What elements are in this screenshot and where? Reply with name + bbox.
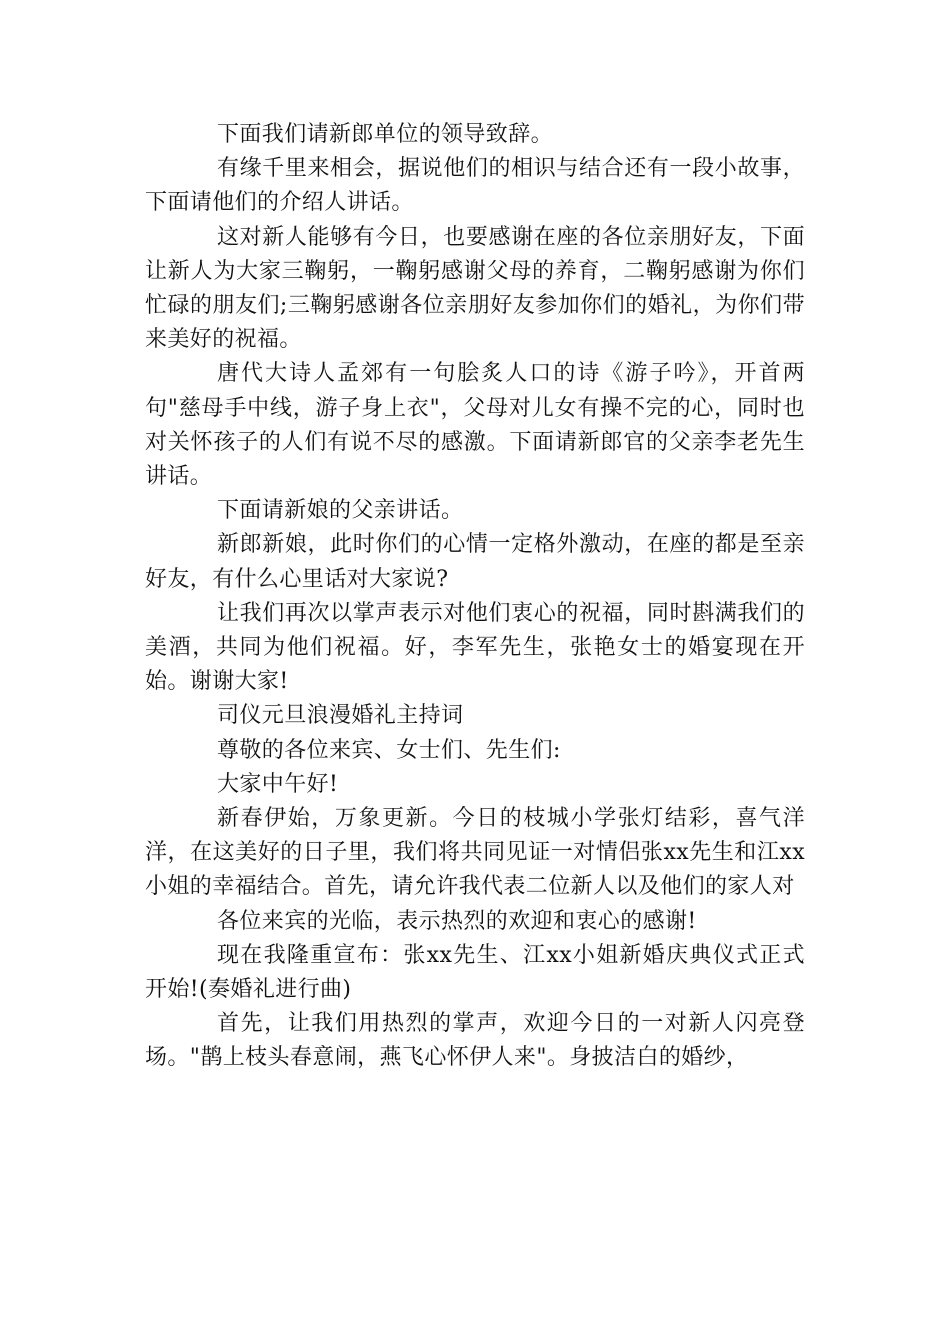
- paragraph-leader-speech: 下面我们请新郎单位的领导致辞。: [217, 122, 554, 147]
- paragraph-welcome-guests: 各位来宾的光临，表示热烈的欢迎和衷心的感谢!: [217, 908, 697, 934]
- paragraph-banquet-start: 让我们再次以掌声表示对他们衷心的祝福，同时斟满我们的美酒，共同为他们祝福。好，李军先生，张艳女士的婚宴现在开始。谢谢大家!: [145, 600, 805, 695]
- paragraph-salutation: 尊敬的各位来宾、女士们、先生们:: [217, 737, 561, 763]
- paragraph-couple-entrance: 首先，让我们用热烈的掌声，欢迎今日的一对新人闪亮登场。"鹊上枝头春意闹，燕飞心怀伊人来"。身披洁白的婚纱，: [145, 1011, 805, 1071]
- paragraph-greeting: 大家中午好!: [217, 771, 339, 797]
- paragraph-bride-father-speech: 下面请新娘的父亲讲话。: [217, 498, 464, 524]
- section-title: 司仪元旦浪漫婚礼主持词: [217, 703, 464, 729]
- paragraph-poem-father-speech: 唐代大诗人孟郊有一句脍炙人口的诗《游子吟》，开首两句"慈母手中线，游子身上衣"，父母对儿女有操不完的心，同时也对关怀孩子的人们有说不尽的感激。下面请新郎官的父亲李老先生讲话。: [145, 361, 805, 490]
- paragraph-three-bows: 这对新人能够有今日，也要感谢在座的各位亲朋好友，下面让新人为大家三鞠躬，一鞠躬感谢父母的养育，二鞠躬感谢为你们忙碌的朋友们;三鞠躬感谢各位亲朋好友参加你们的婚礼，为你们带来美好的祝福。: [145, 224, 805, 353]
- document-body: [145, 118, 805, 1076]
- paragraph-new-spring: 新春伊始，万象更新。今日的枝城小学张灯结彩，喜气洋洋，在这美好的日子里，我们将共同见证一对情侣张xx先生和江xx小姐的幸福结合。首先，请允许我代表二位新人以及他们的家人对: [145, 806, 805, 900]
- paragraph-couple-words: 新郎新娘，此时你们的心情一定格外激动，在座的都是至亲好友，有什么心里话对大家说?: [145, 532, 805, 592]
- paragraph-introducer-story: 有缘千里来相会，据说他们的相识与结合还有一段小故事，下面请他们的介绍人讲话。: [145, 156, 805, 216]
- paragraph-ceremony-start: 现在我隆重宣布：张xx先生、江xx小姐新婚庆典仪式正式开始!(奏婚礼进行曲): [145, 942, 805, 1003]
